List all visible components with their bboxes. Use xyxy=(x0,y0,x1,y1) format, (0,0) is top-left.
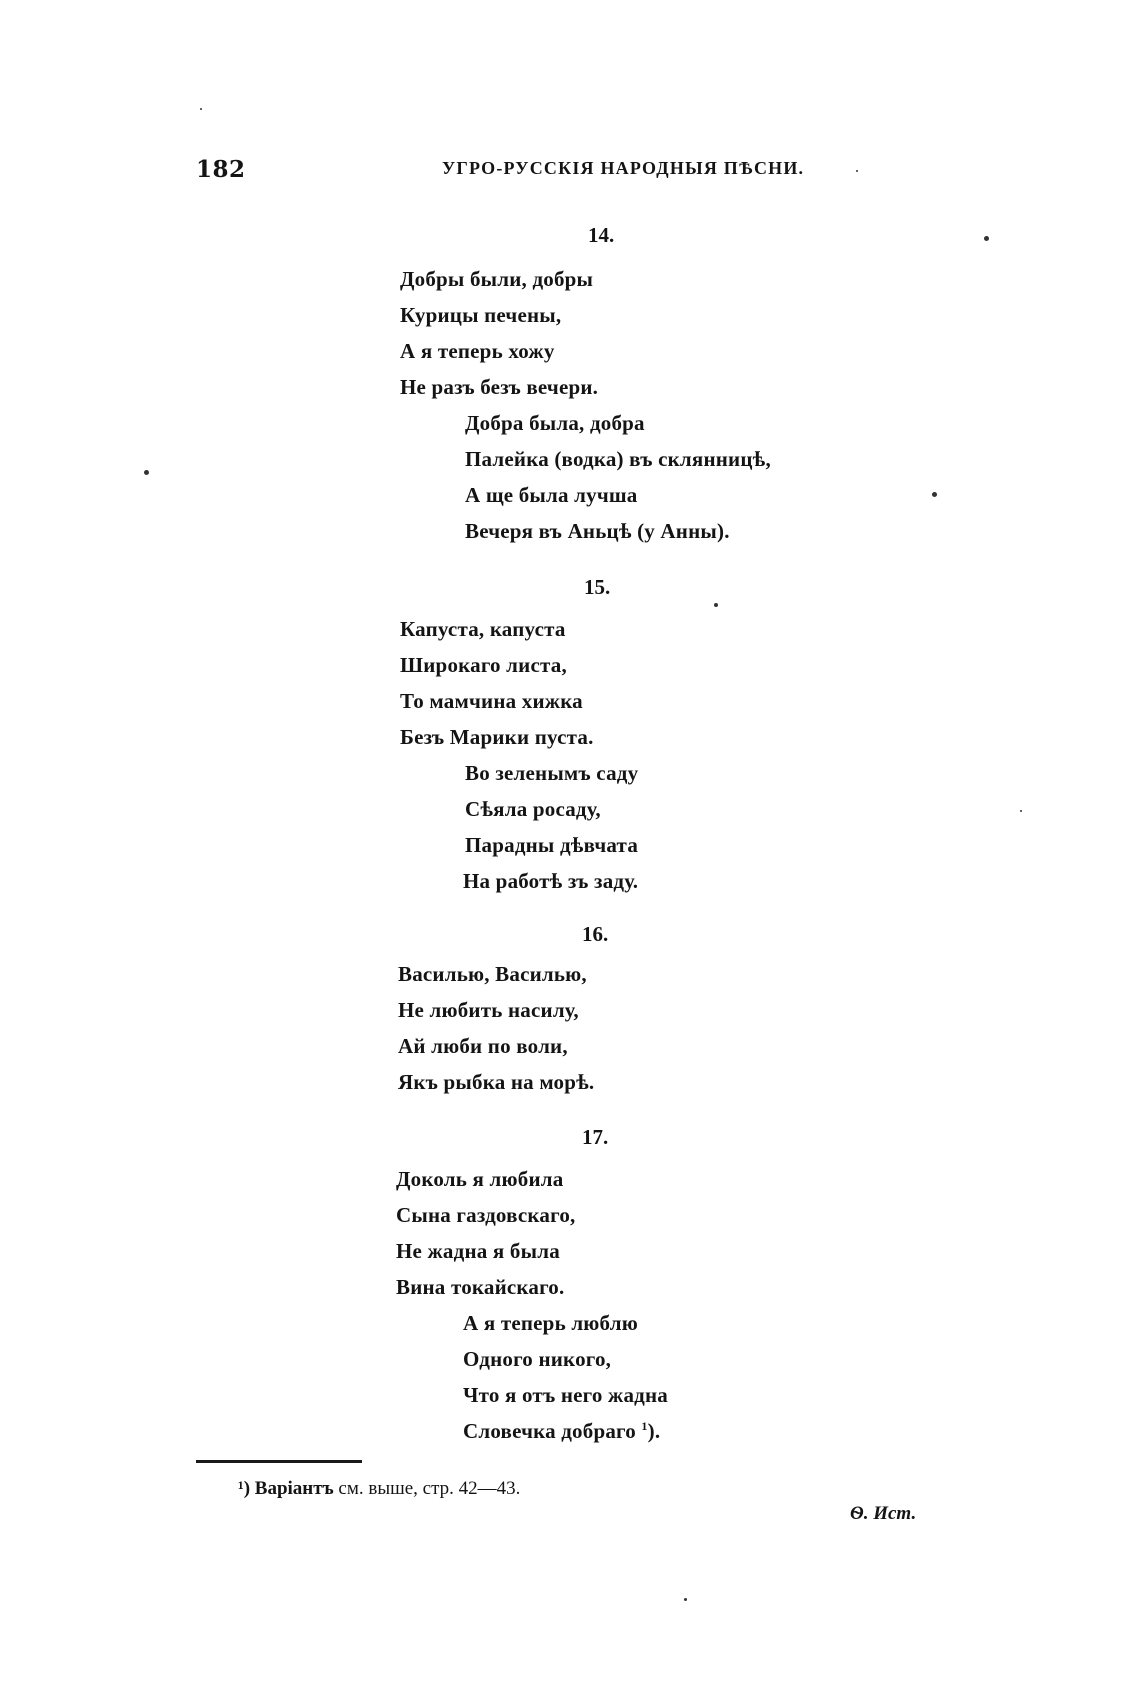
song-number: 17. xyxy=(582,1125,609,1149)
scan-speck xyxy=(684,1598,687,1601)
verse-line: Что я отъ него жадна xyxy=(463,1383,668,1407)
verse-line: Василью, Василью, xyxy=(398,962,587,986)
scan-speck xyxy=(200,108,202,110)
verse-suffix: ). xyxy=(647,1419,661,1443)
verse-line: Не разъ безъ вечери. xyxy=(400,375,599,399)
verse-line: Не жадна я была xyxy=(396,1239,560,1263)
verse-line: Широкаго листа, xyxy=(400,653,567,677)
signature: Ѳ. Ист. xyxy=(850,1503,917,1524)
verse-line: Курицы печены, xyxy=(400,303,562,327)
verse-line: Во зеленымъ саду xyxy=(465,761,639,785)
song-number: 14. xyxy=(588,223,615,247)
running-title: УГРО-РУССКІЯ НАРОДНЫЯ ПѢСНИ. xyxy=(442,158,805,178)
verse-line: Сына газдовскаго, xyxy=(396,1203,576,1227)
verse-line: Доколь я любила xyxy=(396,1167,564,1191)
verse-line: Не любить насилу, xyxy=(398,998,579,1022)
footnote xyxy=(238,1478,520,1500)
scan-speck xyxy=(984,236,989,241)
verse-line: А ще была лучша xyxy=(465,483,638,507)
footnote-divider xyxy=(196,1460,362,1463)
footnote-label: Варіантъ xyxy=(254,1478,334,1499)
page-number: 182 xyxy=(196,156,246,183)
scan-speck xyxy=(932,492,937,497)
verse-line: Вечеря въ Аньцѣ (у Анны). xyxy=(465,519,730,543)
verse-text: Словечка добраго xyxy=(463,1419,636,1443)
verse-line: Добра была, добра xyxy=(465,411,645,435)
verse-line: Одного никого, xyxy=(463,1347,612,1371)
song-number: 15. xyxy=(584,575,611,599)
verse-line-with-note xyxy=(463,1419,660,1444)
verse-line: Безъ Марики пуста. xyxy=(400,725,594,749)
footnote-mark: ¹) xyxy=(238,1478,251,1499)
scan-speck xyxy=(856,170,858,172)
song-number: 16. xyxy=(582,922,609,946)
verse-line: Сѣяла росаду, xyxy=(465,797,601,821)
verse-line: Капуста, капуста xyxy=(400,617,566,641)
verse-line: А я теперь хожу xyxy=(400,339,555,363)
scan-speck xyxy=(144,470,149,475)
verse-line: На работѣ зъ заду. xyxy=(463,869,639,893)
verse-line: Добры были, добры xyxy=(400,267,594,291)
verse-line: Ай люби по воли, xyxy=(398,1034,568,1058)
verse-line: Парадны дѣвчата xyxy=(465,833,639,857)
page-header xyxy=(196,156,816,186)
verse-line: Палейка (водка) въ склянницѣ, xyxy=(465,447,771,471)
footnote-reference: 1 xyxy=(641,1419,648,1433)
verse-line: Вина токайскаго. xyxy=(396,1275,565,1299)
scan-speck xyxy=(1020,810,1022,812)
verse-line: А я теперь люблю xyxy=(463,1311,638,1335)
scan-speck xyxy=(714,603,718,607)
footnote-text: см. выше, стр. 42—43. xyxy=(338,1478,521,1499)
verse-line: Якъ рыбка на морѣ. xyxy=(398,1070,595,1094)
verse-line: То мамчина хижка xyxy=(400,689,583,713)
